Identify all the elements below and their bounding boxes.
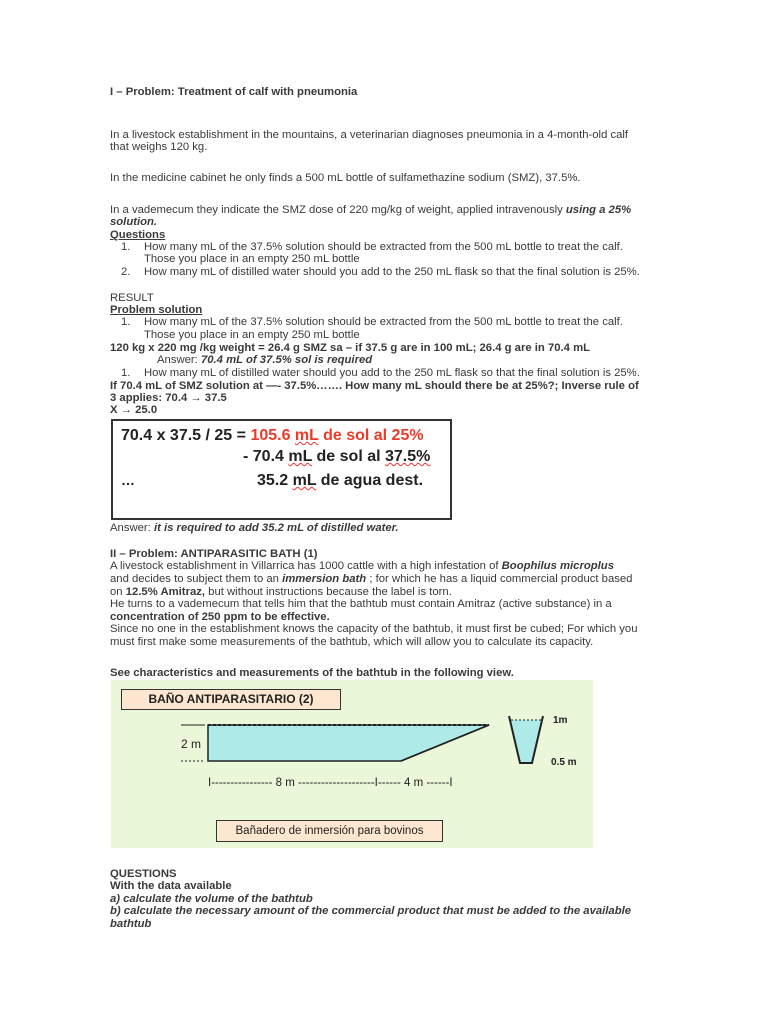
answer-2 (110, 522, 399, 534)
calculation-2-line-2: 3 applies: 70.4 → 37.5 (110, 392, 227, 404)
questions-heading-2: QUESTIONS (110, 868, 177, 880)
calculation-1: 120 kg x 220 mg /kg weight = 26.4 g SMZ sa – if 37.5 g are in 100 mL; 26.4 g are in 70.4 mL (110, 342, 591, 354)
formula-line-2-unit: mL (288, 448, 313, 465)
length-label: I---------------- 8 m --------------------I------ 4 m ------I (208, 777, 453, 789)
formula-line-2-value: - 70.4 (243, 448, 289, 465)
vademecum-line-1 (110, 204, 631, 216)
cabinet-text: In the medicine cabinet he only finds a 500 mL bottle of sulfamethazine sodium (SMZ), 37.5%. (110, 172, 581, 184)
answer-1-value: 70.4 mL of 37.5% sol is required (200, 354, 373, 366)
formula-line-2 (243, 448, 430, 466)
result-heading: RESULT (110, 292, 154, 304)
formula-result-number: 105.6 (250, 427, 295, 444)
formula-line-3-value: 35.2 (257, 472, 293, 489)
figure-caption: Bañadero de inmersión para bovinos (216, 820, 443, 842)
question-1-line-1: How many mL of the 37.5% solution should be extracted from the 500 mL bottle to treat the calf. (144, 241, 623, 253)
depth-label: 2 m (181, 737, 202, 751)
p2-line-1-text: A livestock establishment in Villarrica has 1000 cattle with a high infestation of (110, 560, 502, 572)
questions-heading: Questions (110, 229, 166, 241)
p2-line-1 (110, 560, 614, 572)
p2-line-4: He turns to a vademecum that tells him that the bathtub must contain Amitraz (active substance) in a (110, 598, 612, 610)
question-2-number: 2. (121, 266, 131, 278)
p2-line-3-pre: on (110, 586, 126, 598)
vademecum-emphasis: using a 25% (565, 204, 632, 216)
answer-2-label: Answer: (110, 522, 154, 534)
formula-line-3 (257, 472, 423, 490)
formula-line-1-expression: 70.4 x 37.5 / 25 = (121, 427, 251, 444)
solution-1-line-2: Those you place in an empty 250 mL bottle (144, 329, 360, 341)
species-name: Boophilus microplus (501, 560, 614, 572)
solution-2-number: 1. (121, 367, 131, 379)
formula-result-unit: mL (294, 427, 319, 444)
p2-line-7: must first make some measurements of the bathtub, which will allow you to calculate its capacity. (110, 636, 594, 648)
p2-line-2-post: ; for which he has a liquid commercial product based (366, 573, 633, 585)
p2-line-3 (110, 586, 452, 598)
answer-1-label: Answer: (157, 354, 201, 366)
width-top-label: 1m (553, 715, 568, 726)
see-figure-text: See characteristics and measurements of the bathtub in the following view. (110, 667, 514, 679)
vademecum-line-2: solution. (110, 216, 158, 228)
vademecum-text: In a vademecum they indicate the SMZ dose of 220 mg/kg of weight, applied intravenously (110, 204, 566, 216)
question-2-line-1: How many mL of distilled water should you add to the 250 mL flask so that the final solution is 25%. (144, 266, 640, 278)
solution-heading: Problem solution (110, 304, 203, 316)
intro-line-1: In a livestock establishment in the mountains, a veterinarian diagnoses pneumonia in a 4-month-old calf (110, 129, 629, 141)
question-1-line-2: Those you place in an empty 250 mL bottle (144, 253, 360, 265)
bath-figure (111, 680, 593, 848)
solution-2-line-1: How many mL of distilled water should you add to the 250 mL flask so that the final solution is 25%. (144, 367, 640, 379)
p2-line-5: concentration of 250 ppm to be effective. (110, 611, 330, 623)
with-data-text: With the data available (110, 880, 232, 892)
intro-line-2: that weighs 120 kg. (110, 141, 208, 153)
formula-dots: … (121, 472, 135, 488)
figure-title: BAÑO ANTIPARASITARIO (2) (121, 689, 341, 710)
question-1-number: 1. (121, 241, 131, 253)
calculation-2-line-1: If 70.4 mL of SMZ solution at —- 37.5%……. How many mL should there be at 25%?; Inverse rule of (110, 380, 639, 392)
p2-line-2-pre: and decides to subject them to an (110, 573, 283, 585)
question-a: a) calculate the volume of the bathtub (110, 893, 313, 905)
section-title-1: I – Problem: Treatment of calf with pneumonia (110, 86, 358, 98)
question-b-line-1: b) calculate the necessary amount of the commercial product that must be added to the available (110, 905, 632, 917)
formula-line-1-result (250, 427, 423, 444)
formula-line-2-mid: de sol al (312, 448, 385, 465)
answer-1 (157, 354, 372, 366)
p2-line-3-post: but without instructions because the label is torn. (205, 586, 452, 598)
formula-line-3-rest: de agua dest. (316, 472, 424, 489)
p2-line-6: Since no one in the establishment knows the capacity of the bathtub, it must first be cubed; For which you (110, 623, 638, 635)
section-title-2: II – Problem: ANTIPARASITIC BATH (1) (110, 548, 318, 560)
width-bottom-label: 0.5 m (551, 757, 577, 768)
question-b-line-2: bathtub (110, 918, 152, 930)
formula-result-rest: de sol al 25% (318, 427, 424, 444)
formula-line-1 (121, 427, 424, 445)
p2-line-2 (110, 573, 632, 585)
immersion-bath-emphasis: immersion bath (282, 573, 367, 585)
solution-1-line-1: How many mL of the 37.5% solution should be extracted from the 500 mL bottle to treat the calf. (144, 316, 623, 328)
formula-line-3-unit: mL (292, 472, 317, 489)
answer-2-value: it is required to add 35.2 mL of distilled water. (153, 522, 399, 534)
formula-box (111, 419, 452, 520)
solution-1-number: 1. (121, 316, 131, 328)
calculation-2-line-3: X → 25.0 (110, 404, 158, 416)
formula-line-2-percent: 37.5% (385, 448, 431, 465)
amitraz-concentration: 12.5% Amitraz, (125, 586, 206, 598)
